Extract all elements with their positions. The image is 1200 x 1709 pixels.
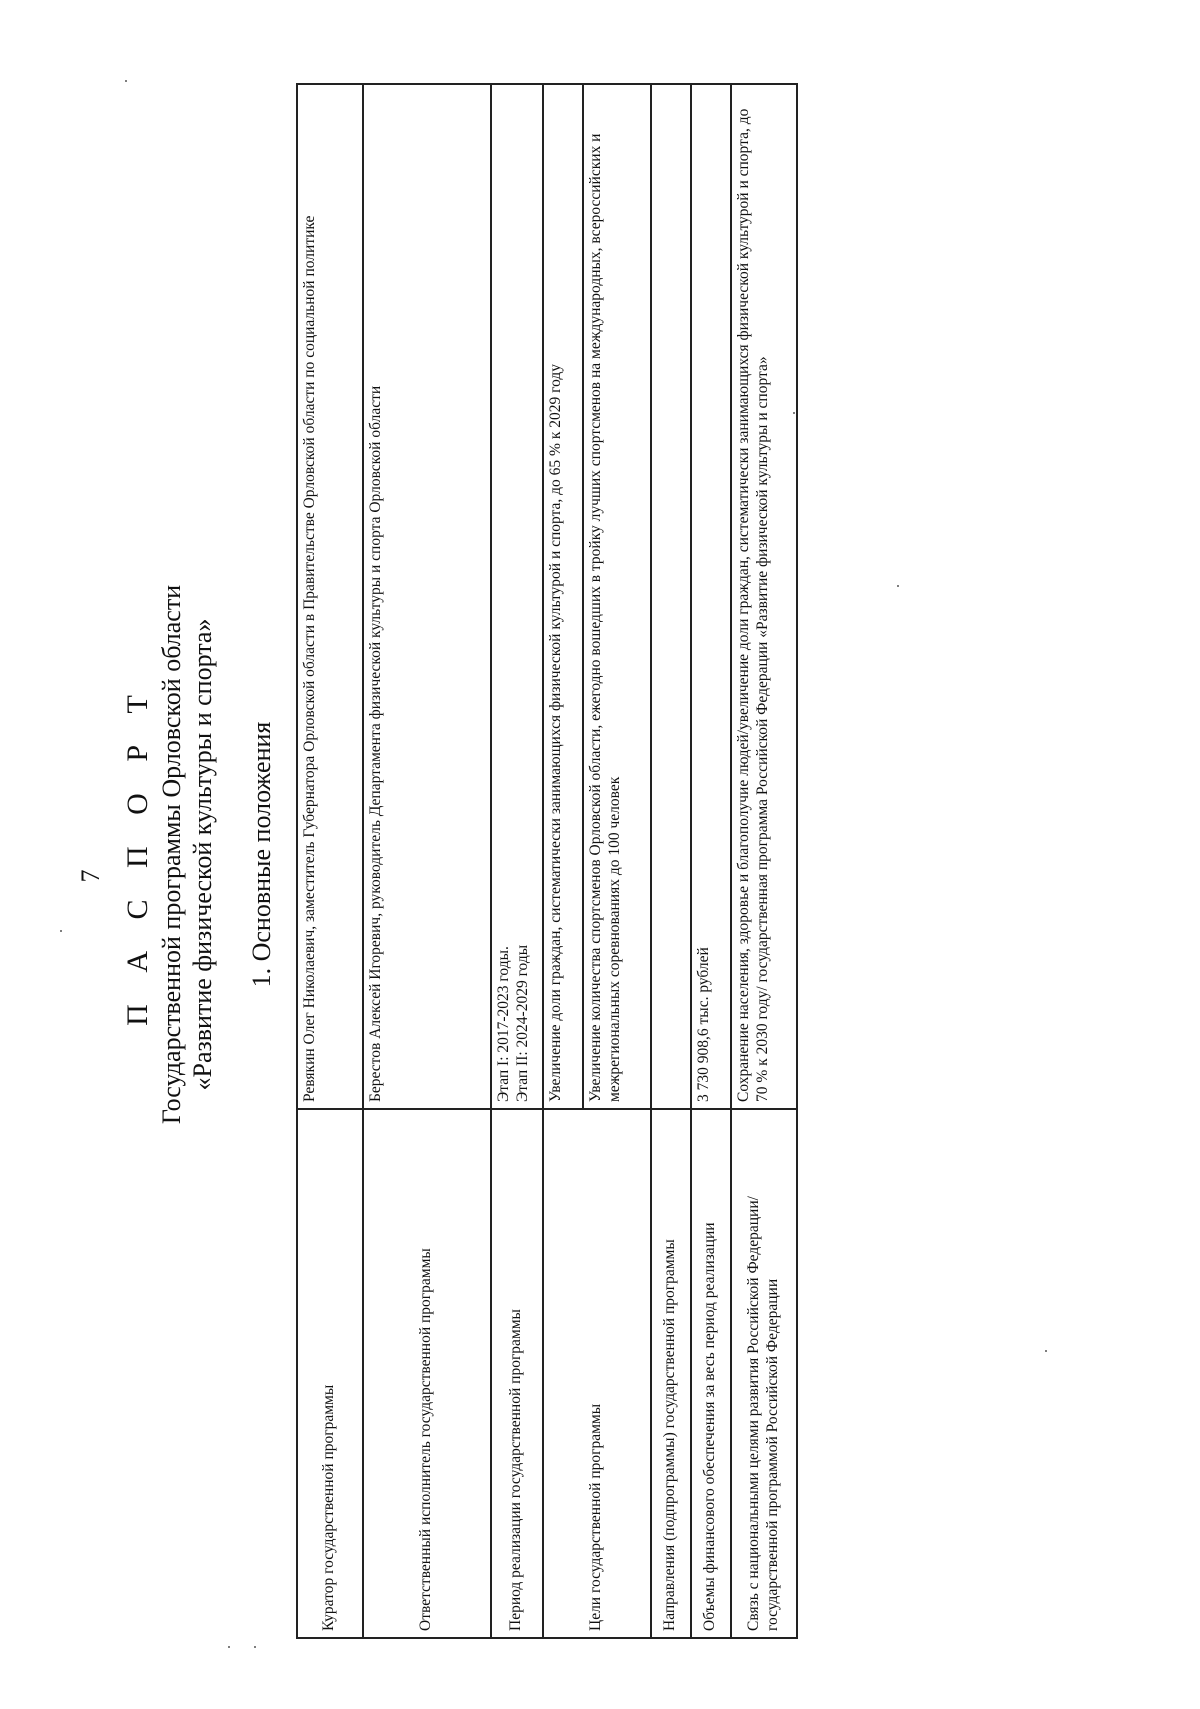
page-number: 7: [76, 869, 105, 883]
scan-speck: [793, 412, 795, 414]
passport-table: [296, 83, 798, 1639]
row-label-curator: Куратор государственной программы: [297, 1109, 363, 1638]
scan-speck: [228, 1646, 230, 1648]
row-value-national-goals: Сохранение населения, здоровье и благополучие людей/увеличение доли граждан, систематически занимающихся физической культурой и спорта, до 70 % к 2030 году/ государственная программа Российской Федерации «Развитие физической культуры и спорта»: [731, 84, 797, 1109]
document-title: П А С П О Р Т: [121, 683, 154, 1026]
row-value-executor: Берестов Алексей Игоревич, руководитель Департамента физической культуры и спорта Орловской области: [363, 84, 491, 1109]
row-label-executor: Ответственный исполнитель государственной программы: [363, 1109, 491, 1638]
row-value-goal-2: Увеличение количества спортсменов Орловской области, ежегодно вошедших в тройку лучших спортсменов на международных, всероссийских и межрегиональных соревнованиях до 100 человек: [583, 84, 651, 1109]
scan-speck: [1045, 1350, 1047, 1352]
row-value-financing: 3 730 908,6 тыс. рублей: [691, 84, 731, 1109]
table-row-period: [491, 84, 543, 1638]
row-label-directions: Направления (подпрограммы) государственной программы: [651, 1109, 691, 1638]
scan-speck: [254, 1646, 256, 1648]
row-value-directions: [651, 84, 691, 1109]
row-value-curator: Ревякин Олег Николаевич, заместитель Губернатора Орловской области в Правительстве Орловской области по социальной политике: [297, 84, 363, 1109]
document-title-block: [120, 0, 218, 1709]
period-stage-1: Этап I: 2017-2023 годы.: [495, 946, 512, 1102]
row-label-national-goals: Связь с национальными целями развития Российской Федерации/ государственной программой Российской Федерации: [731, 1109, 797, 1638]
row-value-period: [491, 84, 543, 1109]
table-row-goals-1: [543, 84, 583, 1638]
period-stage-2: Этап II: 2024-2029 годы: [513, 944, 531, 1102]
document-subtitle-line-2: «Развитие физической культуры и спорта»: [188, 618, 218, 1091]
table-row-directions: [651, 84, 691, 1638]
table-row-executor: [363, 84, 491, 1638]
table-row-national-goals: [731, 84, 797, 1638]
scan-speck: [60, 930, 62, 932]
row-label-goals: Цели государственной программы: [543, 1109, 651, 1638]
document-subtitle-line-1: Государственной программы Орловской области: [157, 584, 186, 1125]
scan-speck: [897, 585, 899, 587]
scan-speck: [125, 80, 127, 82]
table-row-curator: [297, 84, 363, 1638]
row-label-financing: Объемы финансового обеспечения за весь период реализации: [691, 1109, 731, 1638]
section-heading: 1. Основные положения: [247, 721, 276, 988]
row-label-period: Период реализации государственной программы: [491, 1109, 543, 1638]
row-value-goal-1: Увеличение доли граждан, систематически занимающихся физической культурой и спорта, до 65 % к 2029 году: [543, 84, 583, 1109]
table-row-financing: [691, 84, 731, 1638]
